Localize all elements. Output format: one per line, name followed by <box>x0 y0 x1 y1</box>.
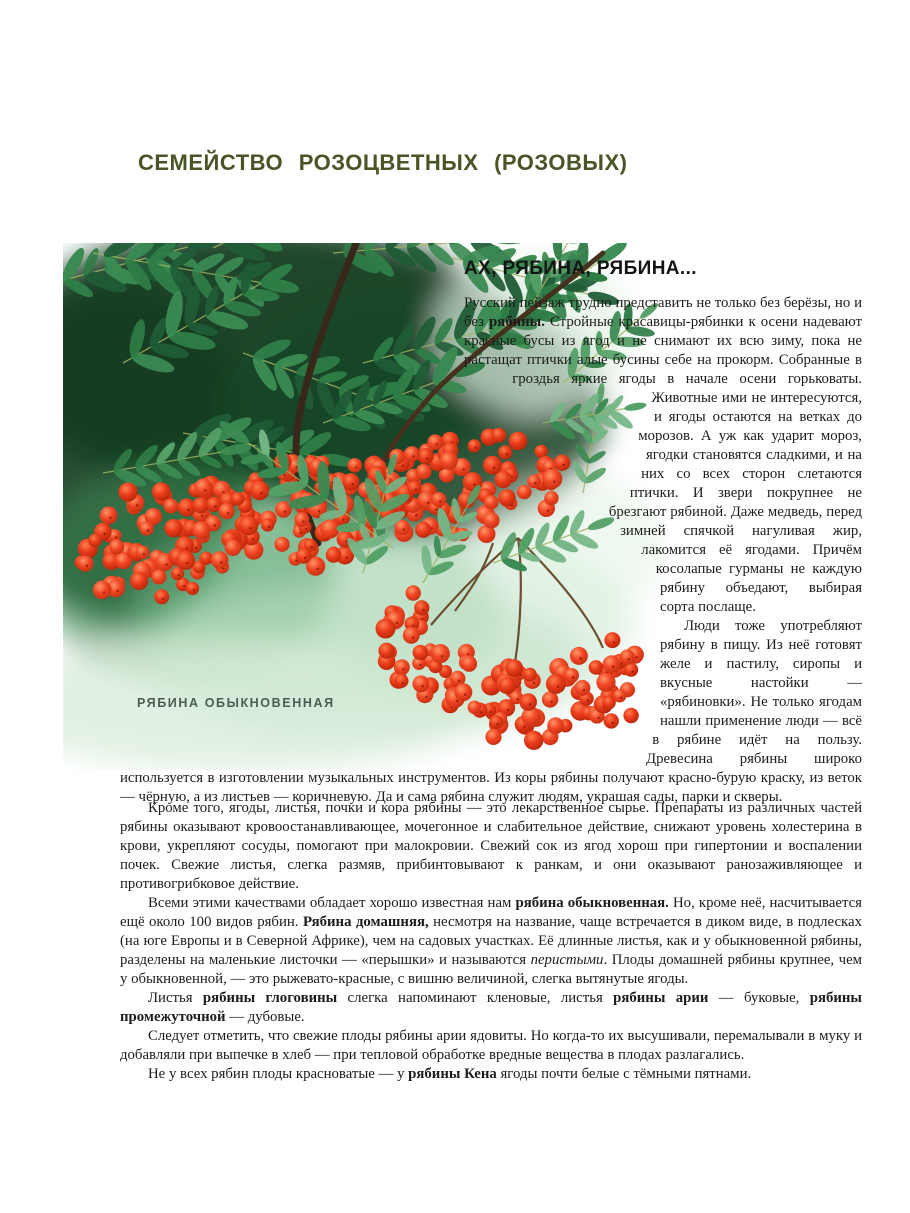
paragraph: Всеми этими качествами обладает хорошо известная нам рябина обыкновенная. Но, кроме неё, насчитывается ещё около 100 видов рябин. Рябина домашняя, несмотря на название, чаще встречается в диком виде, в подлесках (на юге Европы и в Северной Африке), чем на садовых участках. Её длинные листья, как и у обыкновенной рябины, разделены на маленькие листочки — «перышки» и называются перистыми. Плоды домашней рябины крупнее, чем у обыкновенной, — это рыжевато-красные, с вишню величиной, слегка вытянутые ягоды. <box>120 895 862 987</box>
article-title: АХ, РЯБИНА, РЯБИНА... <box>464 258 697 279</box>
paragraph: Русский пейзаж трудно представить не только без берёзы, но и без рябины. Стройные красавицы-рябинки к осени надевают красные бусы из ягод и не снимают их всю зиму, пока не растащат птички алые бусины себе на прокорм. Собранные в гроздья яркие ягоды в начале осени горьковаты. Животные ими не интересуются, и ягоды остаются на ветках до морозов. А уж как ударит мороз, ягодки становятся сладкими, и на них со всех сторон слетаются птички. И звери покрупнее не брезгают рябиной. Даже медведь, перед зимней спячкой нагуливая жир, лакомится её ягодами. Причём косолапые гурманы не каждую рябину объедают, выбирая сорта послаще. <box>464 295 862 615</box>
paragraph: Листья рябины глоговины слегка напоминают кленовые, листья рябины арии — буковые, рябины промежуточной — дубовые. <box>120 990 862 1025</box>
family-heading: СЕМЕЙСТВО РОЗОЦВЕТНЫХ (РОЗОВЫХ) <box>138 150 628 175</box>
paragraph: Кроме того, ягоды, листья, почки и кора рябины — это лекарственное сырье. Препараты из различных частей рябины оказывают кровоостанавливающее, мочегонное и слабительное действие, снижают уровень холестерина в крови, укрепляют сосуды, помогают при малокровии. Свежий сок из ягод хорош при гипертонии и воспалении почек. Свежие листья, слегка размяв, прибинтовывают к ранкам, и они оказывают ранозаживляющее и противогрибковое действие. <box>120 800 862 892</box>
lead-text-block <box>120 243 862 807</box>
paragraph: Не у всех рябин плоды красноватые — у рябины Кена ягоды почти белые с тёмными пятнами. <box>148 1066 752 1082</box>
body-text-block <box>120 799 862 1084</box>
illustration-caption: РЯБИНА ОБЫКНОВЕННАЯ <box>137 696 335 710</box>
paragraph: Люди тоже употребляют рябину в пищу. Из неё готовят желе и пастилу, сиропы и вкусные настойки — «рябиновки». Не только ягодам нашли применение люди — всё в рябине идёт на пользу. Древесина рябины широко используется в изготовлении музыкальных инструментов. Из коры рябины получают красно-бурую краску, из веток — чёрную, а из листьев — коричневую. Да и сама рябина служит людям, украшая сады, парки и скверы. <box>120 618 862 805</box>
paragraph: Следует отметить, что свежие плоды рябины арии ядовиты. Но когда-то их высушивали, перемалывали в муку и добавляли при выпечке в хлеб — при тепловой обработке вредные вещества в плодах разлагались. <box>120 1028 862 1063</box>
